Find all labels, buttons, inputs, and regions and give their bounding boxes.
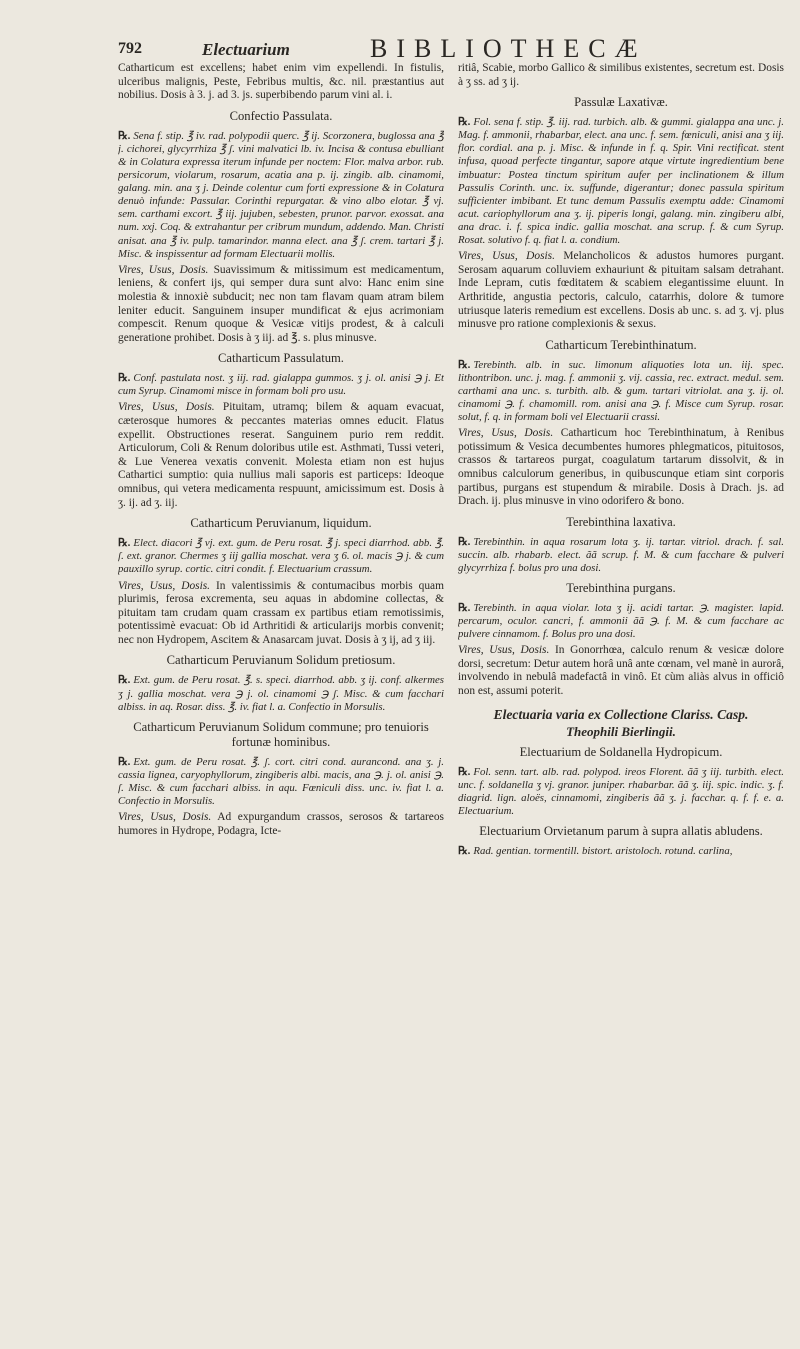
paragraph-text: In valentissimis & contumacibus morbis quam plurimis, ferosa excrementa, seu aquas in abdomine collectas, & pituitam tam crudam quam crassam ex partibus etiam remotissimis, potentissimè evacuat: Ob id Arthritidi & articularijs morbis convenit; nec non Hydropem, Ascitem & Anasarcam juvat. Dosis à ʒ ij, ad ʒ iij. [118,579,444,646]
recipe-text: Sena f. stip. ℥ iv. rad. polypodii querc. ℥ ij. Scorzonera, buglossa ana ℥ j. cichorei, glycyrrhiza ℥ ʃ. vini malvatici lb. iv. Incisa & contusa ebulliant & in Colatura expressa iterum infunde per noctem: Flor. malva arbor. rub. persicorum, violarum, rosarum, acatia ana p. ij. zingib. alb. cinamomi, galang. min. ana ʒ j. Deinde colentur cum forti expressione & in Colatura denuò infunde: Passular. Corinthi repurgatar. & vino albo elotar. ℥ vj. sem. carthami excort. ℥ iij. jujuben, sebesten, prunor. parvor. exossat. ana num. xxj. Coq. & extrahantur per cribrum mundum, addendo. Man. Christi anisat. ana ℥ iv. pulp. tamarindor. manna elect. ana ℥ ʃ. crem. tartari ℥ j. Misc. & inspissentur ad formam Electuarii mollis. [118,129,444,260]
recipe [118,130,444,261]
uses-label: Vires, Usus, Dosis. [118,401,215,414]
paragraph-text: Suavissimum & mitissimum est medicamentum, leniens, & confert ijs, qui semper dura sunt alvo: Hanc enim sine molestia & innoxiè subducit; nec non tam flavam quam atram bilem leniter educit. Sanguinem insuper mundificat & ejus acrimoniam compescit. Renum quoque & Vesicæ vitijs prodest, & à calculi generatione prohibet. Dosis à ʒ iij. ad ℥. s. plus minusve. [118,263,444,344]
paragraph-text: Melancholicos & adustos humores purgant. Serosam aquarum colluviem exhauriunt & pituitam salsam detrahant. Inde Lepram, cutis fœditatem & scabiem elegantissime eluunt. In Arthritide, angustia pectoris, calculo, catarrhis, dolore & tumore utriusque lateris remedium est excellens. Dosis ab unc. s. ad ʒ. vj. plus minusve pro ratione complexionis & sexus. [458,250,784,331]
recipe [118,537,444,576]
uses-label: Vires, Usus, Dosis. [118,579,211,592]
left-column [118,62,444,1341]
section-heading: Catharticum Peruvianum Solidum pretiosum. [166,653,396,668]
paragraph [118,580,444,648]
recipe-symbol-icon: ℞. [118,674,131,687]
uses-label: Vires, Usus, Dosis. [458,644,550,657]
recipe [458,602,784,641]
section-heading: Catharticum Peruvianum, liquidum. [190,516,372,531]
paragraph-text: In Gonorrhœa, calculo renum & vesicæ dolore dorsi, secretum: Detur autem horâ unâ ante cœnam, vel manè in aurorâ, involvendo in nebulâ madefactâ in vinô. Et cùm aliàs alvus in officiô non est, assumi poterit. [458,644,784,698]
section-heading: Catharticum Passulatum. [218,351,344,366]
recipe-symbol-icon: ℞. [458,765,471,778]
collection-heading: Electuaria varia ex Collectione Clariss. Casp. [493,706,749,722]
section-heading: Terebinthina purgans. [566,581,676,595]
recipe-symbol-icon: ℞. [458,116,471,129]
recipe-symbol-icon: ℞. [458,358,471,371]
recipe-text: Terebinthin. in aqua rosarum lota ʒ. ij. tartar. vitriol. drach. f. sal. succin. alb. rhabarb. elect. ãã scrup. f. M. & cum facchare & pulveri glycyrrhiza f. bolus pro una dosi. [458,535,784,574]
recipe-text: Rad. gentian. tormentill. bistort. aristoloch. rotund. carlina, [473,845,733,858]
paragraph-text: Catharticum hoc Terebinthinatum, à Renibus potissimum & Vesica decumbentes humores phlegmaticos, pituitosos, crassos & tartareos purgat, coagulatum tartarum dissolvit, & in omnibus calculorum generibus, in quibuscunque etiam sint corporis partibus, purgans est stupendum & mirabile. Dosis à Drach. js. ad Drach. ij. plus minusve in vino odorifero & bono. [458,427,784,508]
recipe-text: Fol. sena f. stip. ℥. iij. rad. turbich. alb. & gummi. gialappa ana unc. j. Mag. f. ammonii, rhabarbar, elect. ana unc. f. sem. fœniculi, anisi ana ʒ iij. flor. cordial. ana p. j. Misc. & infunde in f. q. Spir. Vini rectificat. stent infusa, quoad perfecte tingantur, sapore atque virtute ingredientium bene imbuatur: Postea tinctum spiritum aufer per inclinationem & illum Passulis Corinth. unc. ix. suffunde, digerantur; donec passula spiritum sufficienter imbibant. Et tunc demum Passulis exemptu adde: Cinamomi acut. cariophyllorum ana ʒ. ij. piperis longi, galang. min. zingiberu albi, ana drac. i. f. spica indic. gallia moschat. ana scrup. f. & cum Syrup. Rosat. solutivo f. q. fiat l. a. condium. [458,116,784,247]
uses-label: Vires, Usus, Dosis. [458,250,555,263]
recipe-text: Ext. gum. de Peru rosat. ℥. s. speci. diarrhod. abb. ʒ ij. conf. alkermes ʒ j. gallia moschat. vera ℈ j. ol. cinamomi ℈ ʃ. Misc. & cum facchari albiss. in aq. Rosar. diss. ℥. iv. fiat l. a. Confectio in Morsulis. [118,674,444,713]
recipe-symbol-icon: ℞. [118,755,131,768]
recipe-text: Terebinth. in aqua violar. lota ʒ ij. acidi tartar. ℈. magister. lapid. percarum, oculor. cancri, f. ammonii ãã ℈. f. M. & cum facchare ac pulvere cinnamom. f. Bolus pro una dosi. [458,602,784,641]
recipe [118,674,444,713]
recipe-symbol-icon: ℞. [458,535,471,548]
section-heading: Catharticum Terebinthinatum. [545,337,697,352]
recipe-symbol-icon: ℞. [118,129,131,142]
running-title: Electuarium [202,40,290,59]
paragraph: Catharticum est excellens; habet enim vim expellendi. In fistulis, ulceribus malignis, Peste, Febribus multis, &c. nil. præstantius aut nobilius. Dosis à 3. j. ad 3. js. superbibendo parum vini al. i. [118,62,444,102]
section-heading: Electuarium Orvietanum parum à supra allatis abludens. [479,824,763,839]
paragraph-text: Ad expurgandum crassos, serosos & tartareos humores in Hydrope, Podagra, Icte- [118,811,444,837]
recipe [118,372,444,398]
recipe [458,845,784,858]
recipe [118,756,444,808]
paragraph: ritiâ, Scabie, morbo Gallico & similibus existentes, secretum est. Dosis à ʒ ss. ad ʒ ij. [458,62,784,88]
right-column [458,62,784,1341]
section-heading: Catharticum Peruvianum Solidum commune; pro tenuioris fortunæ hominibus. [133,719,429,749]
recipe [458,536,784,575]
recipe-text: Conf. pastulata nost. ʒ iij. rad. gialappa gummos. ʒ j. ol. anisi ℈ j. Et cum Syrup. Cinamomi misce in formam boli pro usu. [118,372,444,398]
recipe [458,116,784,247]
paragraph [118,811,444,838]
paragraph [458,250,784,332]
recipe [458,766,784,818]
text-columns [118,62,784,1341]
running-head [118,36,780,62]
uses-label: Vires, Usus, Dosis. [458,427,554,440]
recipe-symbol-icon: ℞. [458,845,471,858]
recipe-symbol-icon: ℞. [458,602,471,614]
section-heading: Passulæ Laxativæ. [574,95,668,110]
page-number: 792 [118,40,142,57]
uses-label: Vires, Usus, Dosis. [118,263,209,276]
recipe-text: Elect. diacori ℥ vj. ext. gum. de Peru rosat. ℥ j. speci diarrhod. abb. ℥. ʃ. ext. granor. Chermes ʒ iij gallia moschat. vera ʒ 6. ol. macis ℈ j. & cum pauxillo syrup. cortic. citri condit. f. Electuarium crassum. [118,537,444,576]
recipe-text: Fol. senn. tart. alb. rad. polypod. ireos Florent. ãã ʒ iij. turbith. elect. unc. f. soldanella ʒ vj. granor. juniper. rhabarbar. ãã ʒ. iij. spic. indic. ʒ. f. diagrid. lign. aloës, cinnamomi, zingiberis ãã ʒ. j. facchar. q. f. f. e. a. Electuarium. [458,765,784,817]
recipe-symbol-icon: ℞. [118,537,131,550]
section-heading: Electuarium de Soldanella Hydropicum. [519,744,723,759]
recipe-text: Terebinth. alb. in suc. limonum aliquoties lota un. iij. spec. lithontribon. unc. j. mag. f. ammonii ʒ. vij. cassia, rec. extract. medul. sem. carthami ana unc. s. turbith. alb. & gum. tartari vitriolat. ana ʒ. ij. ol. cinamomi ℈. f. chamomill. rom. anisi ana ℈. f. Misce cum Syrup. rosar. solut, f. q. in formam boli vel Electuarii crassi. [458,358,784,424]
paragraph-text: Pituitam, utramq; bilem & aquam evacuat, cæterosque humores & peccantes materias omnes educit. Flatus expellit. Obstructiones reserat. Sanguinem purio rem reddit. Articulorum, Coli & Renum doloribus utile est. Asthmati, Tussi veteri, & Lue Venerea vexatis convenit. Molesta etiam non est hujus Cathartici sumptio: quia nullius mali saporis est particeps: Ideoque omnibus, qui vetera medicamenta respuunt, amicissimum est. Dosis à ʒ. ij. ad ʒ. iij. [118,401,444,509]
collection-subheading: Theophili Bierlingii. [566,723,676,739]
recipe-text: Ext. gum. de Peru rosat. ℥. ʃ. cort. citri cond. aurancond. ana ʒ. j. cassia lignea, caryophyllorum, zingiberis albi. macis, ana ℈. j. ol. anisi ℈. ʃ. Misc. & cum facchari albiss. in aqu. Fœniculi diss. unc. iv. fiat l. a. Confectio in Morsulis. [118,755,444,808]
paragraph [458,427,784,509]
paragraph [458,644,784,698]
running-title-caps: BIBLIOTHECÆ [370,34,647,63]
uses-label: Vires, Usus, Dosis. [118,811,212,824]
section-heading: Confectio Passulata. [229,108,333,123]
paragraph [118,401,444,510]
paragraph [118,264,444,346]
section-heading: Terebinthina laxativa. [566,514,676,529]
recipe [458,359,784,424]
recipe-symbol-icon: ℞. [118,372,131,385]
